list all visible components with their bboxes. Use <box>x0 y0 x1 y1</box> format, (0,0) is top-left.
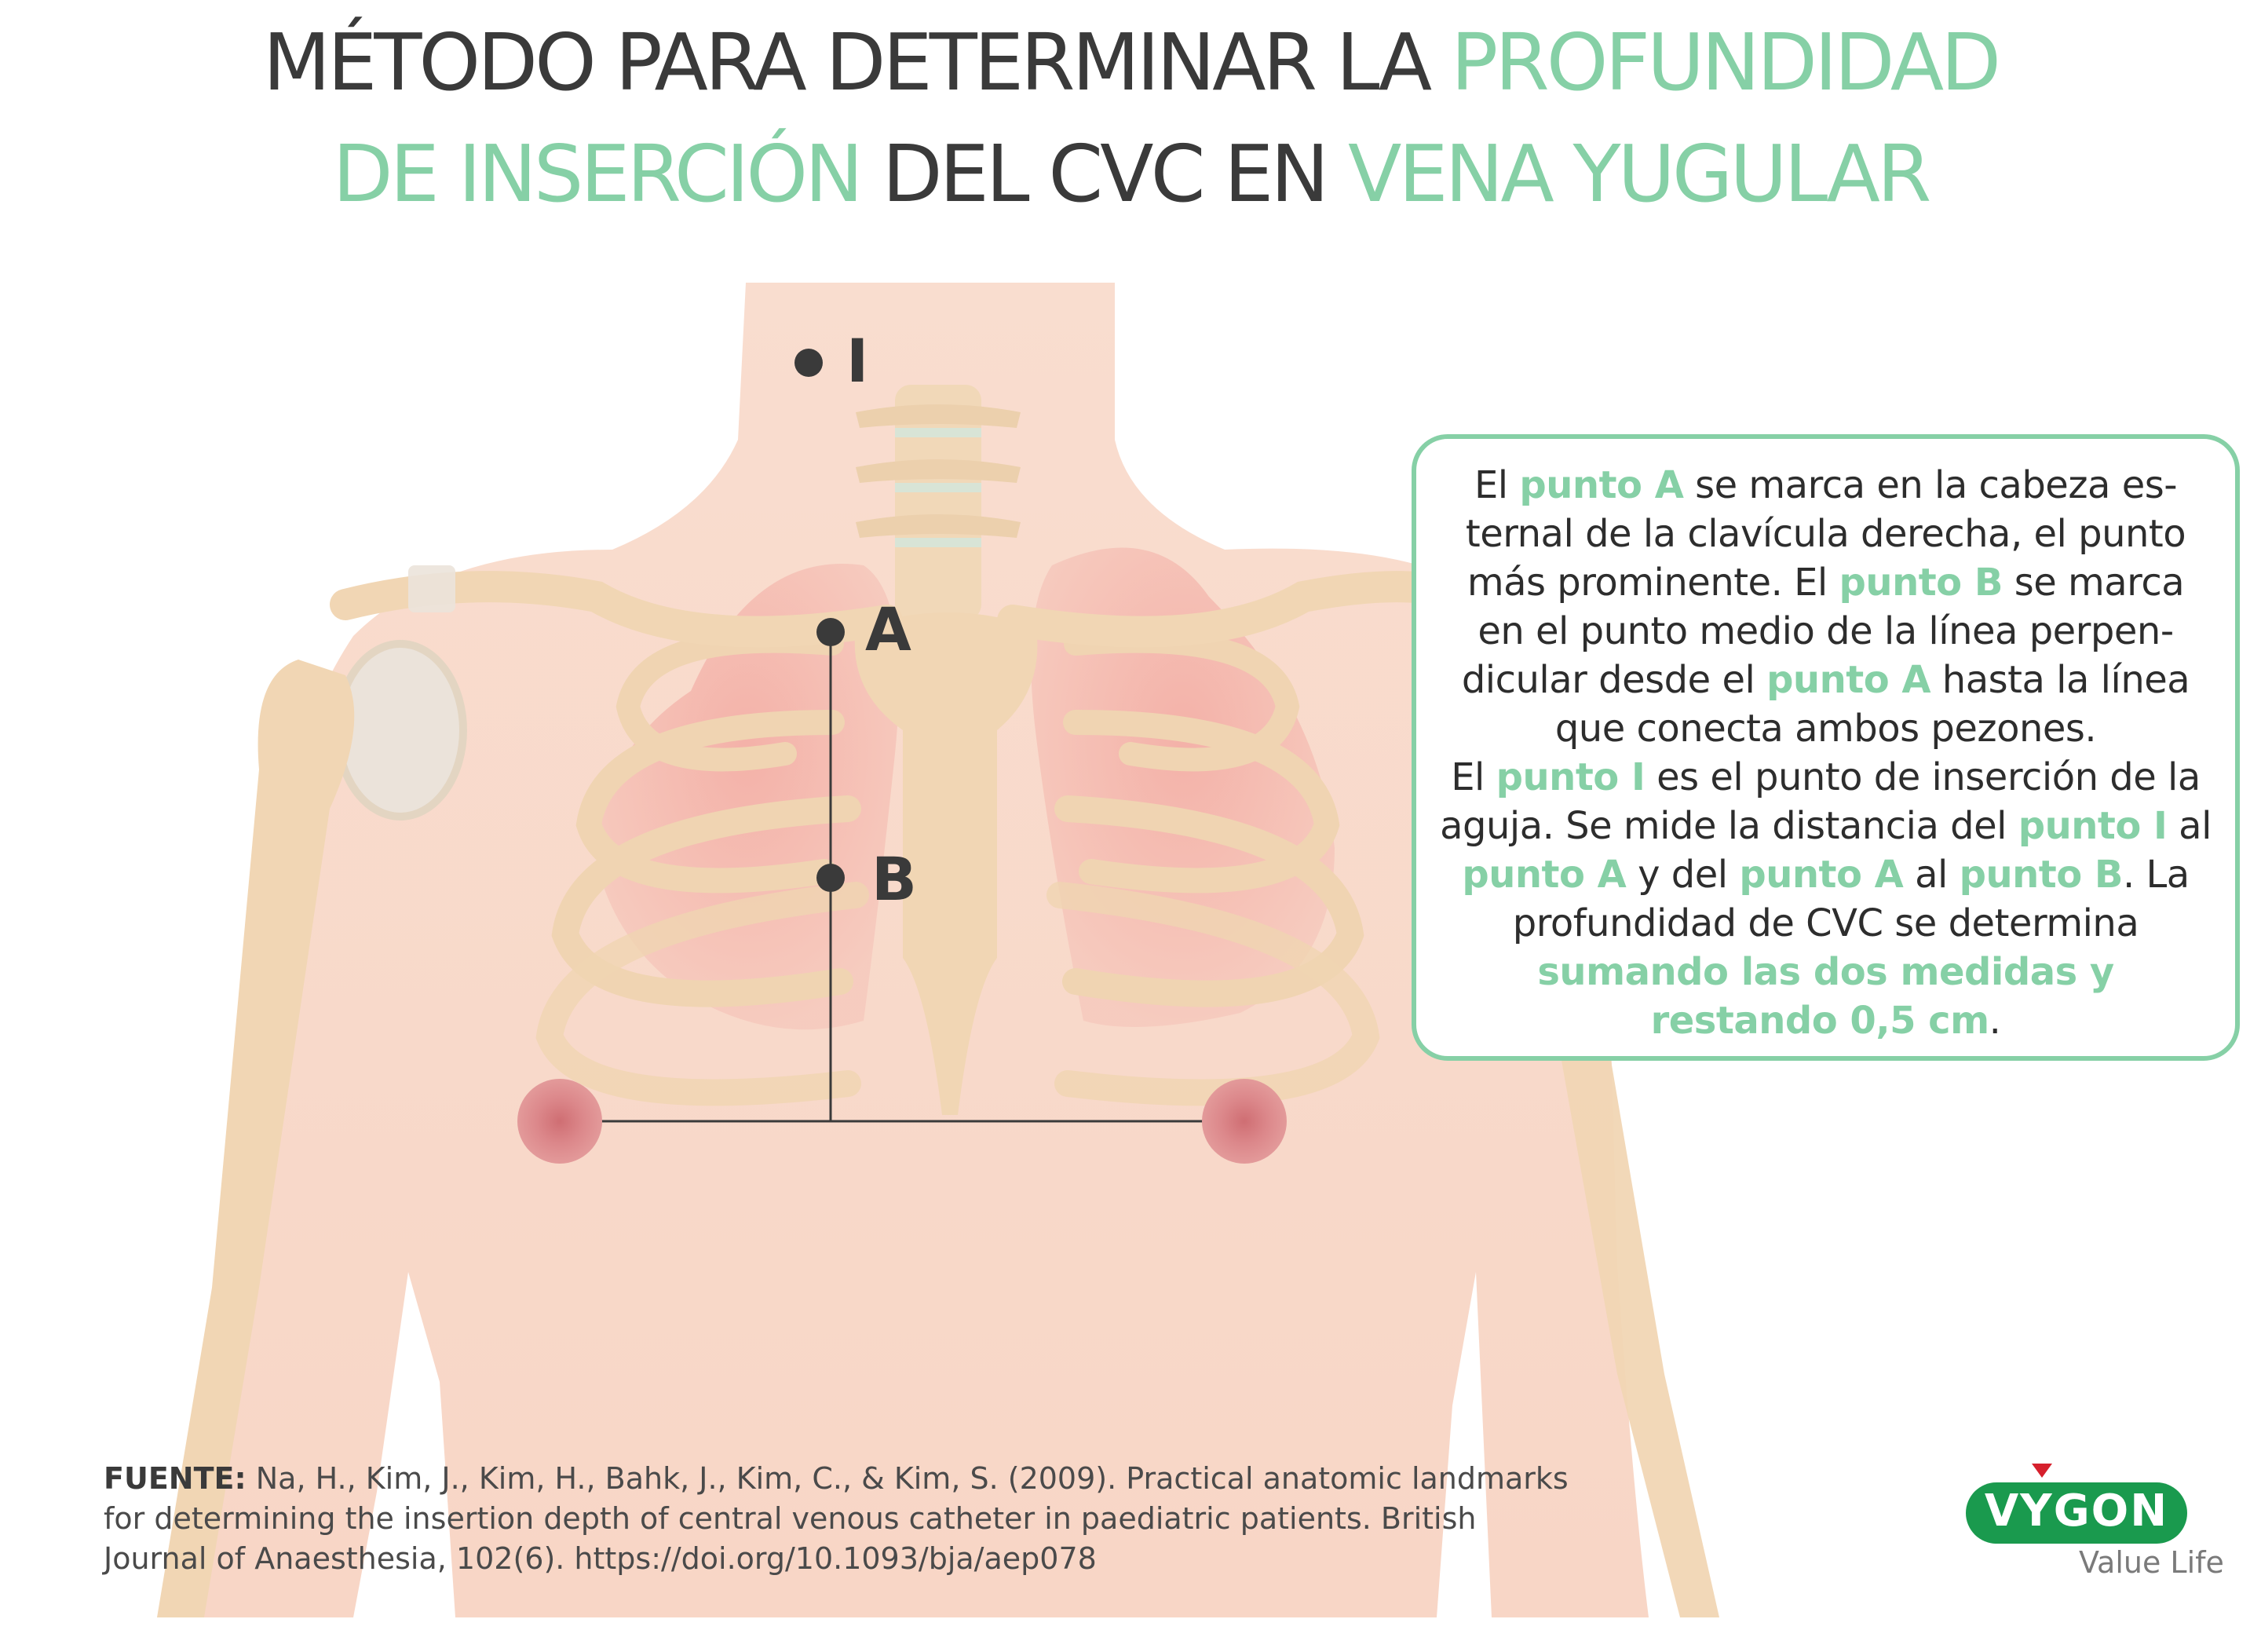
title-part: DEL CVC EN <box>860 128 1348 220</box>
source-citation <box>104 1459 1580 1579</box>
point-i-label: I <box>846 326 869 396</box>
shoulder-joint <box>338 644 463 817</box>
title-line-1 <box>0 16 2261 108</box>
source-text: Na, H., Kim, J., Kim, H., Bahk, J., Kim, C., & Kim, S. (2009). Practical anatomic landmarks for determining the insertion depth of central venous catheter in paediatric patients. British Journal of Anaesthesia, 102(6). https://doi.org/10.1093/bja/aep078 <box>104 1461 1569 1576</box>
info-highlight: punto I <box>1496 755 1646 799</box>
source-label: FUENTE: <box>104 1461 247 1496</box>
logo-tagline: Value Life <box>2079 1545 2224 1580</box>
logo-red-triangle <box>2032 1464 2052 1478</box>
logo-wordmark: VYGON <box>1984 1486 2169 1537</box>
info-highlight: punto A <box>1462 853 1627 897</box>
info-text: El <box>1451 755 1496 799</box>
title-part: MÉTODO PARA DETERMINAR LA <box>262 16 1451 108</box>
point-b-label: B <box>871 844 917 914</box>
point-i-dot <box>794 349 823 377</box>
title-highlight: VENA YUGULAR <box>1347 128 1929 220</box>
right-nipple <box>517 1079 602 1164</box>
info-text: al <box>2167 804 2212 848</box>
point-a-label: A <box>865 594 911 664</box>
title-line-2 <box>0 128 2261 220</box>
info-text: hasta la línea que conecta ambos pezones. <box>1554 658 2190 751</box>
info-text: es el punto de inserción de la aguja. Se mide la distancia del <box>1440 755 2201 848</box>
left-nipple <box>1202 1079 1287 1164</box>
title-highlight: DE INSERCIÓN <box>332 128 860 220</box>
info-text: El <box>1474 463 1520 507</box>
info-text: . La profundidad de CVC se determina <box>1512 853 2190 945</box>
info-highlight: punto B <box>1839 561 2003 605</box>
info-highlight: punto A <box>1766 658 1931 702</box>
info-text: se marca en la cabeza es-ternal de la clavícula derecha, el punto más prominente. El <box>1465 463 2186 605</box>
point-b-dot <box>816 864 845 892</box>
info-highlight: punto A <box>1739 853 1904 897</box>
info-text: y del <box>1626 853 1740 897</box>
info-highlight: punto I <box>2018 804 2168 848</box>
info-highlight: punto A <box>1519 463 1684 507</box>
info-highlight: punto B <box>1959 853 2123 897</box>
explanation-box <box>1412 434 2240 1061</box>
title-highlight: PROFUNDIDAD <box>1450 16 1999 108</box>
info-text: . <box>1989 999 2001 1043</box>
info-text: al <box>1903 853 1960 897</box>
point-a-dot <box>816 618 845 646</box>
info-text: se marca en el punto medio de la línea perpen-dicular desde el <box>1461 561 2185 702</box>
info-highlight: sumando las dos medidas y restando 0,5 cm <box>1537 950 2114 1043</box>
